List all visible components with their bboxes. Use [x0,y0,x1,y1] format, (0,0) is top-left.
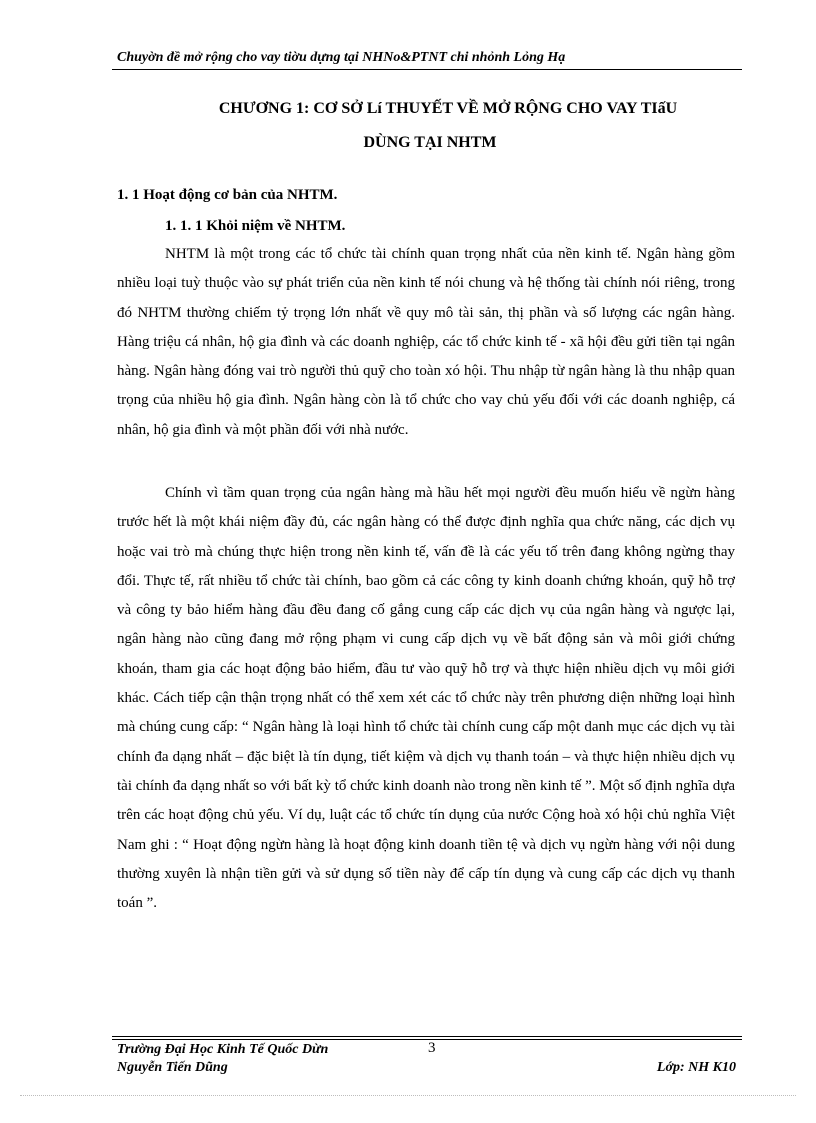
section-heading-1-1-1: 1. 1. 1 Khỏi niệm về NHTM. [165,218,346,234]
footer-rule-top [112,1036,742,1037]
footer-school: Trường Đại Học Kinh Tế Quốc Dừn [117,1042,329,1057]
body-paragraph-2: Chính vì tầm quan trọng của ngân hàng mà hầu hết mọi người đều muốn hiểu về ngừn hàng trước hết là một khái niệm đầy đủ, các ngân hàng có thể được định nghĩa qua chức năng, các dịch vụ hoặc vai trò mà chúng thực hiện trong nền kinh tế, vấn đề là các yếu tố trên đang không ngừng thay đổi. Thực tế, rất nhiều tổ chức tài chính, bao gồm cả các công ty kinh doanh chứng khoán, quỹ hỗ trợ và công ty bảo hiểm hàng đầu đều đang cố gắng cung cấp các dịch vụ của ngân hàng và ngược lại, ngân hàng nào cũng đang mở rộng phạm vi cung cấp dịch vụ về bất động sản và môi giới chứng khoán, tham gia các hoạt động bảo hiểm, đầu tư vào quỹ hỗ trợ và thực hiện nhiều dịch vụ môi giới khác. Cách tiếp cận thận trọng nhất có thể xem xét các tổ chức này trên phương diện những loại hình mà chúng cung cấp: “ Ngân hàng là loại hình tổ chức tài chính cung cấp một danh mục các dịch vụ tài chính đa dạng nhất – đặc biệt là tín dụng, tiết kiệm và dịch vụ thanh toán – và thực hiện nhiều dịch vụ tài chính đa dạng nhất so với bất kỳ tổ chức kinh doanh nào trong nền kinh tế ”. Một số định nghĩa dựa trên các hoạt động chủ yếu. Ví dụ, luật các tổ chức tín dụng của nước Cộng hoà xó hội chủ nghĩa Việt Nam ghi : “ Hoạt động ngừn hàng là hoạt động kinh doanh tiền tệ và dịch vụ ngừn hàng với nội dung thường xuyên là nhận tiền gửi và sử dụng số tiền này để cấp tín dụng và cung cấp các dịch vụ thanh toán ”. [117,485,735,912]
page-number: 3 [428,1040,436,1056]
header-rule [112,69,742,70]
running-header-title: Chuyờn đề mở rộng cho vay tiờu dựng tại NHNo&PTNT chi nhỏnh Lỏng Hạ [117,50,566,65]
page-bottom-dotted-line [20,1095,796,1096]
chapter-title-line-1: CHƯƠNG 1: CƠ SỞ Lí THUYẾT VỀ MỞ RỘNG CHO VAY TIấU [218,100,678,117]
chapter-title [110,92,750,160]
chapter-title-line-2: DÙNG TẠI NHTM [363,134,497,151]
footer-author: Nguyễn Tiến Dũng [117,1060,228,1075]
footer-class: Lớp: NH K10 [656,1060,736,1075]
body-paragraph-1: NHTM là một trong các tổ chức tài chính quan trọng nhất của nền kinh tế. Ngân hàng gồm nhiều loại tuỳ thuộc vào sự phát triển của nền kinh tế nói chung và hệ thống tài chính nói riêng, trong đó NHTM thường chiếm tỷ trọng lớn nhất về quy mô tài sản, thị phần và số lượng các ngân hàng. Hàng triệu cá nhân, hộ gia đình và các doanh nghiệp, các tổ chức kinh tế - xã hội đều gửi tiền tại ngân hàng. Ngân hàng đóng vai trò người thủ quỹ cho toàn xó hội. Thu nhập từ ngân hàng là thu nhập quan trọng của nhiều hộ gia đình. Ngân hàng còn là tổ chức cho vay chủ yếu đối với các doanh nghiệp, cá nhân, hộ gia đình và một phần đối với nhà nước. [117,246,735,438]
section-heading-1-1: 1. 1 Hoạt động cơ bản của NHTM. [117,187,338,203]
footer-rule-bottom [112,1039,742,1040]
